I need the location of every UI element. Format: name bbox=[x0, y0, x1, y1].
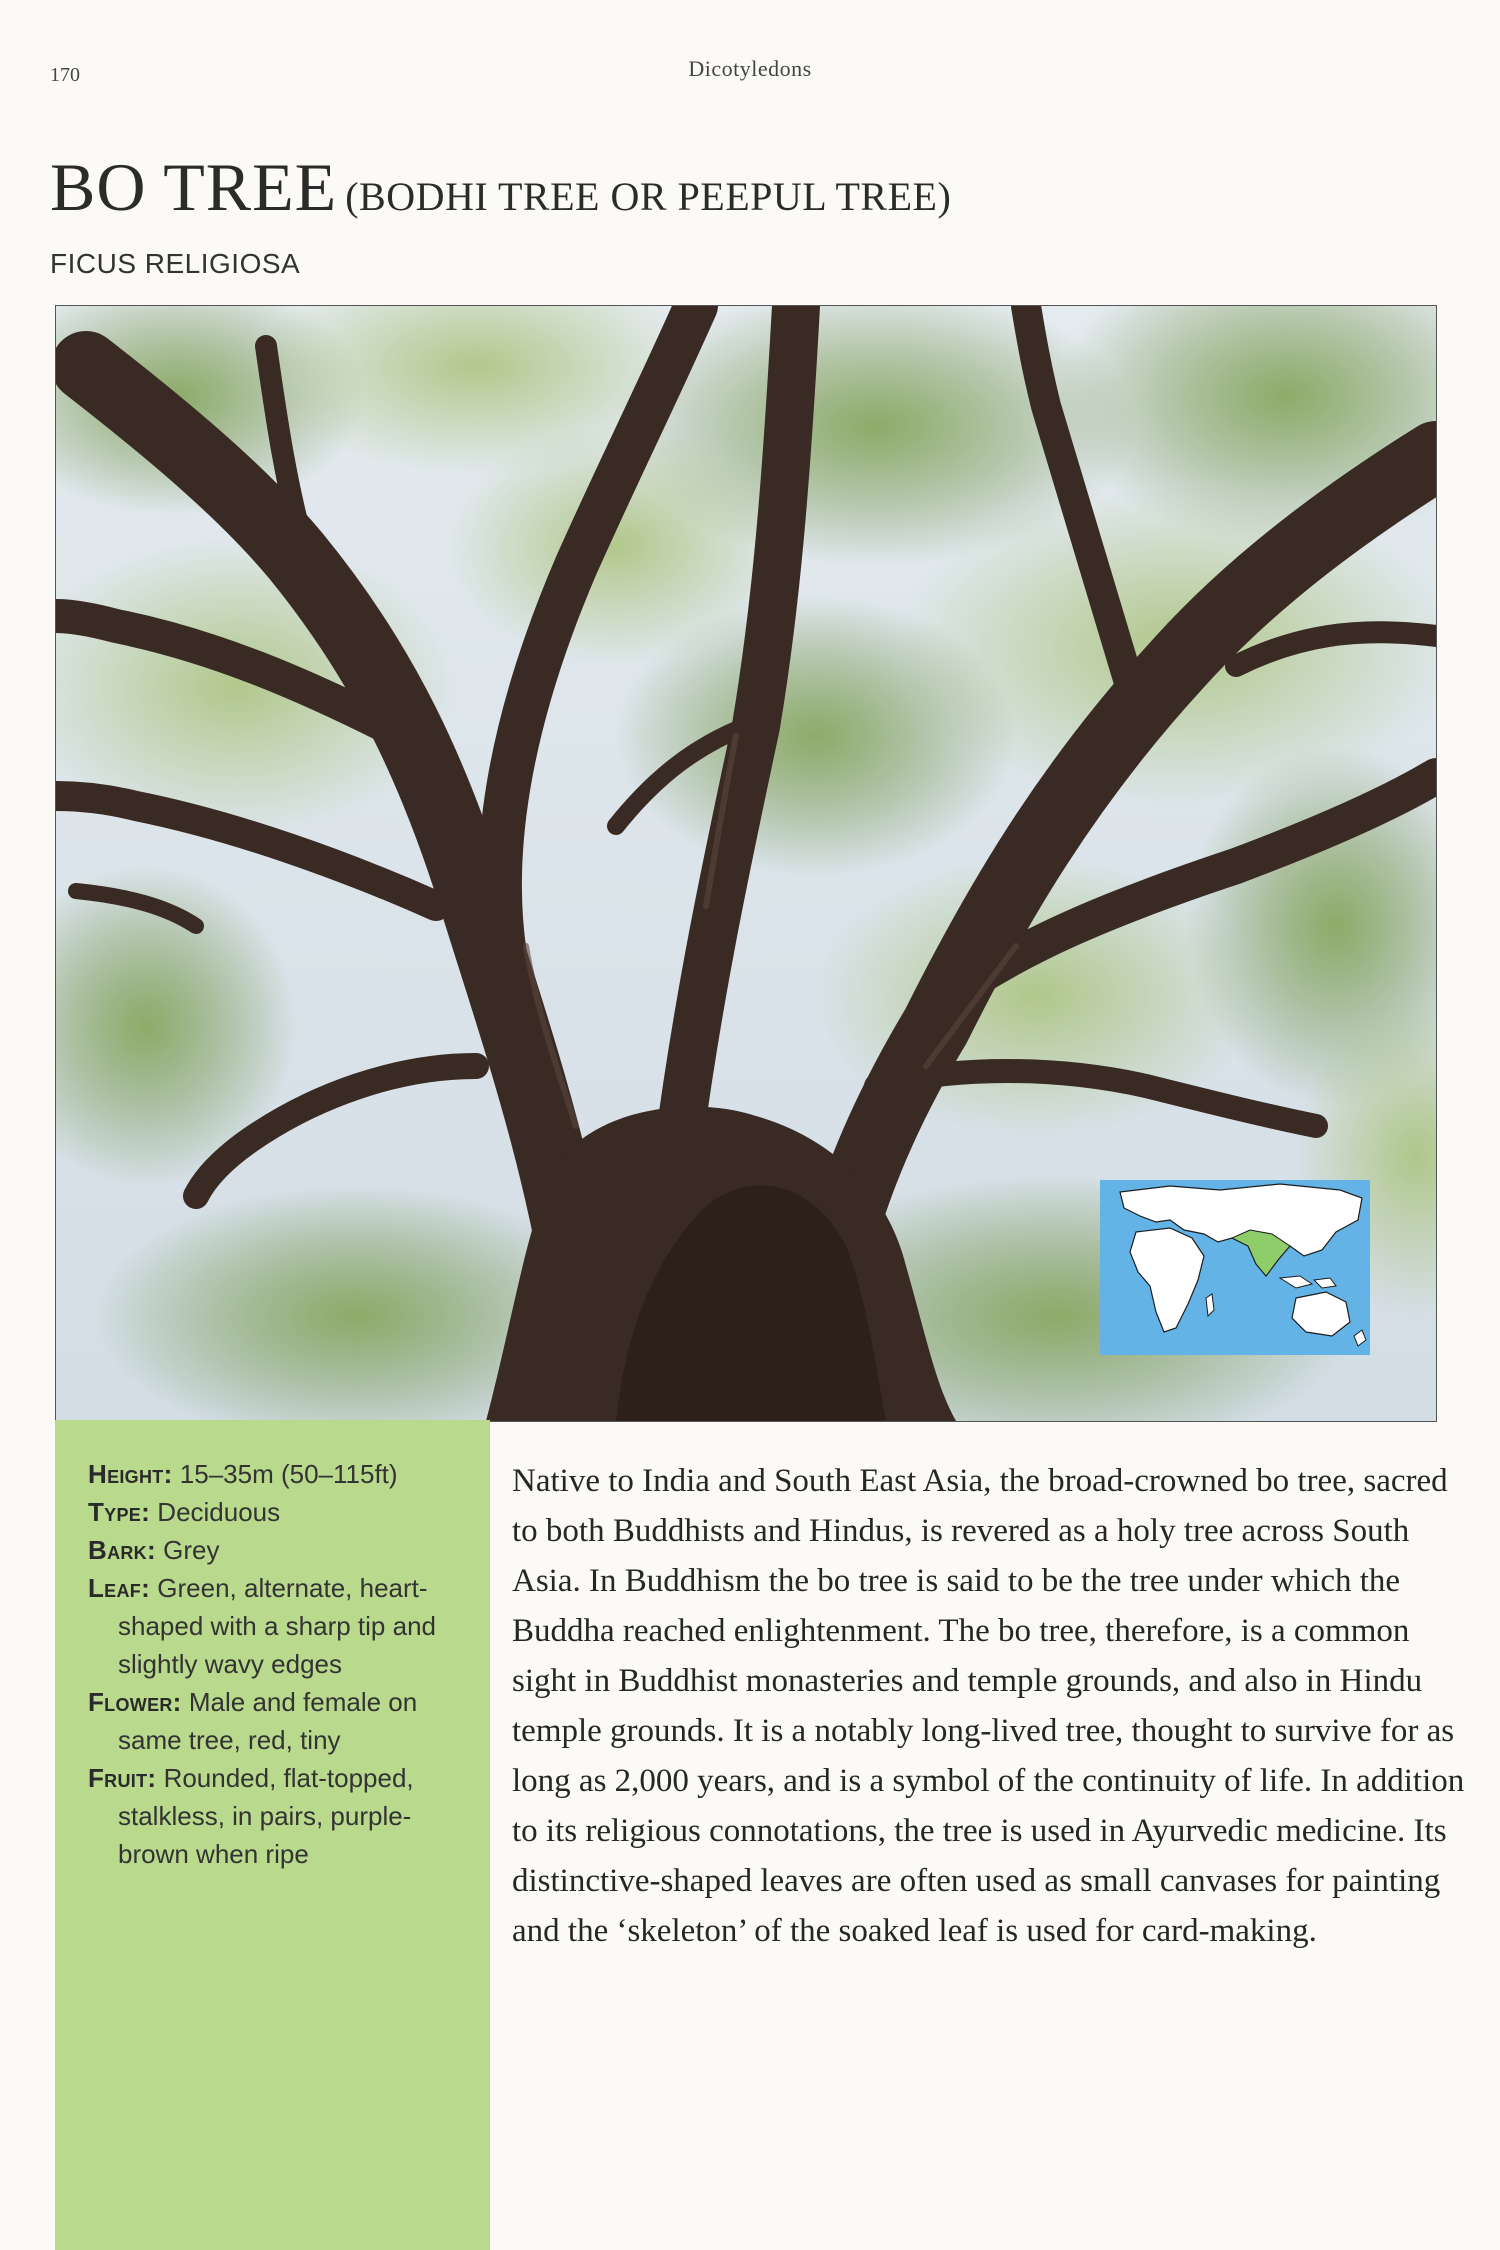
fact-fruit bbox=[88, 1759, 478, 1873]
fact-value: Rounded, flat-topped, stalkless, in pairs, purple-brown when ripe bbox=[118, 1763, 414, 1869]
fact-height bbox=[88, 1455, 478, 1493]
fact-value: Grey bbox=[155, 1535, 220, 1565]
fact-label: Flower: bbox=[88, 1687, 182, 1717]
fact-list bbox=[88, 1455, 478, 1873]
world-map-icon bbox=[1100, 1180, 1370, 1355]
fact-bark bbox=[88, 1531, 478, 1569]
fact-type bbox=[88, 1493, 478, 1531]
fact-leaf bbox=[88, 1569, 478, 1683]
fact-value: Male and female on same tree, red, tiny bbox=[118, 1687, 418, 1755]
fact-label: Height: bbox=[88, 1459, 173, 1489]
fact-label: Leaf: bbox=[88, 1573, 151, 1603]
latin-name: FICUS RELIGIOSA bbox=[50, 248, 301, 279]
fact-label: Bark: bbox=[88, 1535, 156, 1565]
fact-label: Type: bbox=[88, 1497, 151, 1527]
fact-label: Fruit: bbox=[88, 1763, 157, 1793]
entry-title-main: BO TREE bbox=[50, 149, 338, 225]
entry-title-alternate-names: (BODHI TREE OR PEEPUL TREE) bbox=[345, 174, 952, 219]
distribution-map bbox=[1100, 1180, 1370, 1355]
running-head: Dicotyledons bbox=[688, 56, 812, 81]
page-number: 170 bbox=[50, 64, 80, 86]
entry-title bbox=[50, 148, 951, 227]
fact-value: 15–35m (50–115ft) bbox=[172, 1459, 398, 1489]
fact-flower bbox=[88, 1683, 478, 1759]
fact-value: Deciduous bbox=[150, 1497, 281, 1527]
fact-value: Green, alternate, heart-shaped with a sharp tip and slightly wavy edges bbox=[118, 1573, 436, 1679]
description-text: Native to India and South East Asia, the broad-crowned bo tree, sacred to both Buddhists and Hindus, is revered as a holy tree across South Asia. In Buddhism the bo tree is said to be the tree under which the Buddha reached enlightenment. The bo tree, therefore, is a common sight in Buddhist monasteries and temple grounds, and also in Hindu temple grounds. It is a notably long-lived tree, thought to survive for as long as 2,000 years, and is a symbol of the continuity of life. In addition to its religious connotations, the tree is used in Ayurvedic medicine. Its distinctive-shaped leaves are often used as small canvases for painting and the ‘skeleton’ of the soaked leaf is used for card-making. bbox=[512, 1463, 1465, 1949]
